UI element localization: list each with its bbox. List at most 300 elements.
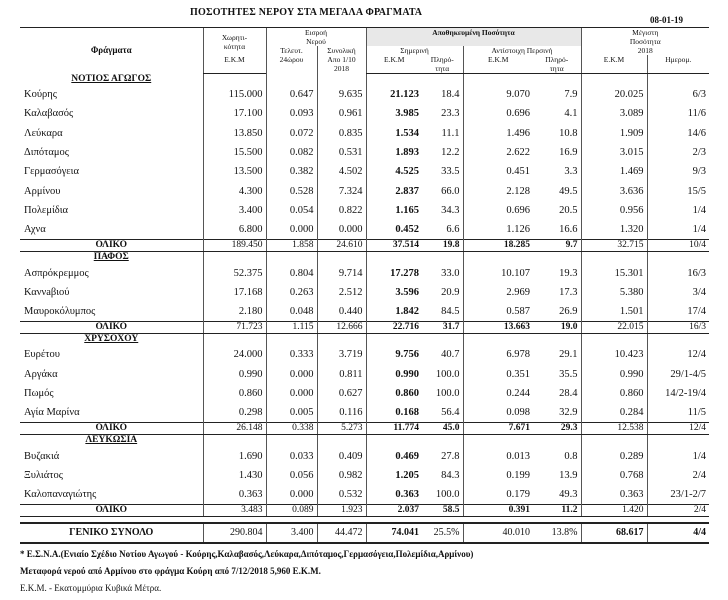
cell-max: 3.089 [581, 104, 647, 123]
col-last-year-header: Αντίστοιχη Περσινή [463, 46, 581, 55]
empty-cell [203, 435, 266, 447]
grand-in24: 3.400 [266, 523, 317, 543]
dam-name: Πολεμίδια [24, 204, 69, 216]
cell-tpct: 23.3 [441, 108, 460, 120]
cell-intot: 0.627 [317, 384, 366, 403]
col-inflow-header: Εισροή Νερού [266, 28, 366, 47]
total-today: 22.716 [366, 322, 422, 334]
cell-tpct: 84.5 [441, 306, 460, 318]
cell-tpct: 20.9 [441, 286, 460, 298]
cell-today: 1.534 [366, 124, 422, 143]
cell-lypct: 32.9 [559, 407, 578, 419]
cell-cap: 0.860 [203, 384, 266, 403]
empty-cell [203, 252, 266, 264]
cell-ly: 2.969 [463, 283, 533, 302]
cell-intot: 7.324 [317, 181, 366, 200]
cell-max: 0.768 [581, 466, 647, 485]
cell-mdate: 1/4 [647, 220, 709, 240]
cell-lypct: 19.3 [559, 267, 578, 279]
empty-cell [647, 334, 709, 346]
total-mdate: 2/4 [647, 505, 709, 517]
col-capacity-header: Χωρητι- κότητα [203, 28, 266, 56]
cell-ly: 0.179 [463, 485, 533, 505]
dam-name: Αργάκα [24, 368, 58, 380]
dam-name: Κούρης [24, 89, 57, 101]
cell-cap: 3.400 [203, 201, 266, 220]
cell-ly: 0.351 [463, 365, 533, 384]
cell-ly: 0.013 [463, 446, 533, 465]
page-title: ΠΟΣΟΤΗΤΕΣ ΝΕΡΟΥ ΣΤΑ ΜΕΓΑΛΑ ΦΡΑΓΜΑΤΑ [190, 7, 423, 18]
region-total-row [20, 423, 709, 435]
cell-lypct: 35.5 [559, 368, 578, 380]
cell-cap: 4.300 [203, 181, 266, 200]
cell-intot: 0.811 [317, 365, 366, 384]
total-tpct: 31.7 [422, 322, 463, 334]
cell-cap: 6.800 [203, 220, 266, 240]
empty-cell [317, 334, 366, 346]
cell-intot: 9.635 [317, 85, 366, 104]
cell-today: 3.596 [366, 283, 422, 302]
cell-in24: 0.647 [266, 85, 317, 104]
col-ly-fill: Πληρό- τητα [533, 55, 581, 74]
cell-cap: 115.000 [203, 85, 266, 104]
dam-name: Βυζακιά [24, 450, 60, 462]
cell-cap: 0.363 [203, 485, 266, 505]
cell-lypct: 17.3 [559, 286, 578, 298]
total-cap: 189.450 [203, 240, 266, 252]
cell-lypct: 0.8 [564, 450, 578, 462]
dam-name: Καννaβιού [24, 286, 70, 298]
total-lypct: 11.2 [533, 505, 581, 517]
total-label: ΟΛΙΚΟ [20, 240, 203, 252]
cell-today: 0.860 [366, 384, 422, 403]
cell-in24: 0.054 [266, 201, 317, 220]
total-max: 32.715 [581, 240, 647, 252]
unit-max: Ε.Κ.Μ [581, 55, 647, 74]
cell-in24: 0.005 [266, 403, 317, 423]
total-tpct: 19.8 [422, 240, 463, 252]
cell-cap: 1.430 [203, 466, 266, 485]
region-name: ΝΟΤΙΟΣ ΑΓΩΓΟΣ [71, 73, 152, 84]
cell-today: 0.990 [366, 365, 422, 384]
cell-ly: 0.451 [463, 162, 533, 181]
total-intot: 5.273 [317, 423, 366, 435]
unit-ly: Ε.Κ.Μ [463, 55, 533, 74]
total-tpct: 58.5 [422, 505, 463, 517]
cell-tpct: 40.7 [441, 349, 460, 361]
cell-intot: 0.116 [317, 403, 366, 423]
empty-cell [266, 334, 317, 346]
total-in24: 1.858 [266, 240, 317, 252]
cell-cap: 2.180 [203, 302, 266, 322]
total-today: 37.514 [366, 240, 422, 252]
dam-name: Αγία Μαρίνα [24, 407, 80, 419]
cell-lypct: 4.1 [564, 108, 578, 120]
cell-tpct: 6.6 [446, 224, 460, 236]
cell-max: 1.501 [581, 302, 647, 322]
empty-cell [533, 334, 581, 346]
empty-cell [581, 435, 647, 447]
cell-today: 17.278 [366, 263, 422, 282]
col-inflow-last-header: Τελευτ. 24ώρου [266, 46, 317, 74]
empty-cell [317, 74, 366, 86]
region-total-row [20, 240, 709, 252]
cell-cap: 13.850 [203, 124, 266, 143]
cell-today: 3.985 [366, 104, 422, 123]
cell-ly: 10.107 [463, 263, 533, 282]
cell-tpct: 33.0 [441, 267, 460, 279]
grand-tpct: 25.5% [422, 523, 463, 543]
empty-cell [463, 74, 533, 86]
dam-name: Λεύκαρα [24, 127, 63, 139]
cell-max: 20.025 [581, 85, 647, 104]
region-header-row [20, 252, 709, 264]
empty-cell [266, 74, 317, 86]
cell-tpct: 33.5 [441, 166, 460, 178]
empty-cell [266, 252, 317, 264]
total-in24: 1.115 [266, 322, 317, 334]
cell-lypct: 26.9 [559, 306, 578, 318]
empty-cell [647, 74, 709, 86]
cell-ly: 2.128 [463, 181, 533, 200]
total-label: ΟΛΙΚΟ [20, 423, 203, 435]
dam-name: Αχνα [24, 224, 46, 236]
total-intot: 12.666 [317, 322, 366, 334]
dam-name: Ασπρόκρεμμος [24, 267, 89, 279]
cell-tpct: 27.8 [441, 450, 460, 462]
cell-in24: 0.033 [266, 446, 317, 465]
total-tpct: 45.0 [422, 423, 463, 435]
cell-today: 9.756 [366, 345, 422, 364]
cell-today: 0.363 [366, 485, 422, 505]
cell-cap: 17.168 [203, 283, 266, 302]
total-label: ΟΛΙΚΟ [20, 505, 203, 517]
cell-lypct: 49.5 [559, 185, 578, 197]
table-row [20, 201, 709, 220]
total-in24: 0.089 [266, 505, 317, 517]
cell-in24: 0.056 [266, 466, 317, 485]
cell-lypct: 49.3 [559, 489, 578, 501]
dam-name: Μαυροκόλυμπος [24, 306, 96, 318]
cell-tpct: 100.0 [435, 489, 460, 501]
total-cap: 26.148 [203, 423, 266, 435]
total-lypct: 19.0 [533, 322, 581, 334]
total-mdate: 10/4 [647, 240, 709, 252]
cell-mdate: 1/4 [647, 446, 709, 465]
empty-cell [647, 252, 709, 264]
cell-mdate: 17/4 [647, 302, 709, 322]
cell-tpct: 84.3 [441, 469, 460, 481]
cell-mdate: 2/4 [647, 466, 709, 485]
region-name: ΧΡΥΣΟΧΟΥ [84, 334, 139, 345]
total-ly: 18.285 [463, 240, 533, 252]
empty-cell [463, 435, 533, 447]
grand-intot: 44.472 [317, 523, 366, 543]
cell-intot: 0.982 [317, 466, 366, 485]
cell-in24: 0.000 [266, 384, 317, 403]
cell-lypct: 16.9 [559, 147, 578, 159]
unit-today: Ε.Κ.Μ [366, 55, 422, 74]
grand-total-label: ΓΕΝΙΚΟ ΣΥΝΟΛΟ [20, 523, 203, 543]
dam-name: Διπόταμος [24, 147, 69, 159]
region-header-row [20, 74, 709, 86]
col-today-header: Σημερινή [366, 46, 463, 55]
cell-cap: 0.298 [203, 403, 266, 423]
cell-in24: 0.093 [266, 104, 317, 123]
cell-today: 21.123 [366, 85, 422, 104]
empty-cell [647, 435, 709, 447]
cell-mdate: 11/6 [647, 104, 709, 123]
cell-ly: 1.126 [463, 220, 533, 240]
col-dams-header: Φράγματα [20, 28, 203, 74]
cell-lypct: 28.4 [559, 388, 578, 399]
cell-intot: 2.512 [317, 283, 366, 302]
dam-name: Ευρέτου [24, 349, 60, 361]
report-date: 08-01-19 [650, 15, 683, 25]
cell-ly: 0.199 [463, 466, 533, 485]
cell-max: 3.015 [581, 143, 647, 162]
table-row [20, 446, 709, 465]
cell-tpct: 100.0 [435, 388, 460, 399]
table-row [20, 263, 709, 282]
empty-cell [317, 435, 366, 447]
cell-tpct: 56.4 [441, 407, 460, 419]
cell-max: 10.423 [581, 345, 647, 364]
unit-date: Ημερομ. [647, 55, 709, 74]
empty-cell [422, 435, 463, 447]
empty-cell [581, 334, 647, 346]
total-max: 22.015 [581, 322, 647, 334]
cell-in24: 0.072 [266, 124, 317, 143]
cell-lypct: 16.6 [559, 224, 578, 236]
cell-intot: 0.532 [317, 485, 366, 505]
cell-in24: 0.000 [266, 485, 317, 505]
empty-cell [366, 334, 422, 346]
dam-table [20, 27, 709, 544]
empty-cell [203, 74, 266, 86]
region-name: ΠΑΦΟΣ [93, 252, 129, 263]
cell-mdate: 11/5 [647, 403, 709, 423]
cell-today: 1.165 [366, 201, 422, 220]
cell-ly: 1.496 [463, 124, 533, 143]
cell-tpct: 34.3 [441, 204, 460, 216]
cell-mdate: 12/4 [647, 345, 709, 364]
cell-in24: 0.333 [266, 345, 317, 364]
cell-intot: 0.409 [317, 446, 366, 465]
cell-cap: 1.690 [203, 446, 266, 465]
cell-lypct: 3.3 [564, 166, 578, 178]
cell-today: 0.452 [366, 220, 422, 240]
cell-max: 1.320 [581, 220, 647, 240]
total-label: ΟΛΙΚΟ [20, 322, 203, 334]
cell-cap: 13.500 [203, 162, 266, 181]
table-row [20, 283, 709, 302]
cell-tpct: 100.0 [435, 368, 460, 380]
empty-cell [266, 435, 317, 447]
cell-intot: 0.961 [317, 104, 366, 123]
grand-max: 68.617 [581, 523, 647, 543]
cell-mdate: 23/1-2/7 [647, 485, 709, 505]
table-row [20, 403, 709, 423]
total-mdate: 16/3 [647, 322, 709, 334]
cell-tpct: 11.1 [441, 127, 460, 139]
grand-total-row [20, 523, 709, 543]
cell-ly: 0.696 [463, 201, 533, 220]
cell-max: 1.909 [581, 124, 647, 143]
empty-cell [533, 252, 581, 264]
cell-in24: 0.382 [266, 162, 317, 181]
cell-in24: 0.048 [266, 302, 317, 322]
cell-ly: 0.696 [463, 104, 533, 123]
cell-intot: 9.714 [317, 263, 366, 282]
table-row [20, 365, 709, 384]
cell-lypct: 29.1 [559, 349, 578, 361]
cell-intot: 3.719 [317, 345, 366, 364]
cell-mdate: 2/3 [647, 143, 709, 162]
dam-table-body [20, 74, 709, 544]
table-row [20, 302, 709, 322]
cell-max: 0.956 [581, 201, 647, 220]
cell-in24: 0.000 [266, 365, 317, 384]
cell-mdate: 3/4 [647, 283, 709, 302]
total-today: 11.774 [366, 423, 422, 435]
cell-today: 1.893 [366, 143, 422, 162]
dam-name: Καλοπαναγιώτης [24, 489, 97, 501]
cell-mdate: 15/5 [647, 181, 709, 200]
empty-cell [366, 74, 422, 86]
cell-tpct: 66.0 [441, 185, 460, 197]
table-row [20, 181, 709, 200]
total-max: 12.538 [581, 423, 647, 435]
cell-mdate: 14/6 [647, 124, 709, 143]
region-total-row [20, 322, 709, 334]
cell-today: 1.842 [366, 302, 422, 322]
grand-ly: 40.010 [463, 523, 533, 543]
table-row [20, 85, 709, 104]
empty-cell [422, 334, 463, 346]
region-header-row [20, 334, 709, 346]
col-max-header: Μέγιστη Ποσότητα [581, 28, 709, 47]
empty-cell [317, 252, 366, 264]
cell-today: 4.525 [366, 162, 422, 181]
empty-cell [463, 252, 533, 264]
cell-lypct: 20.5 [559, 204, 578, 216]
total-intot: 1.923 [317, 505, 366, 517]
cell-max: 1.469 [581, 162, 647, 181]
empty-cell [422, 252, 463, 264]
cell-lypct: 10.8 [559, 127, 578, 139]
total-ly: 13.663 [463, 322, 533, 334]
total-mdate: 12/4 [647, 423, 709, 435]
cell-cap: 0.990 [203, 365, 266, 384]
cell-intot: 0.531 [317, 143, 366, 162]
cell-lypct: 13.9 [559, 469, 578, 481]
grand-mdate: 4/4 [647, 523, 709, 543]
empty-cell [533, 74, 581, 86]
cell-today: 0.469 [366, 446, 422, 465]
footnote-esna: * Ε.Σ.Ν.Α.(Ενιαίο Σχέδιο Νοτίου Αγωγού - Κούρης,Καλαβασός,Λεύκαρα,Διπόταμος,Γερμασόγεια,Πολεμίδια,Αρμίνου) [20, 549, 474, 559]
dam-name: Ξυλιάτος [24, 469, 63, 481]
cell-intot: 4.502 [317, 162, 366, 181]
empty-cell [203, 334, 266, 346]
total-lypct: 9.7 [533, 240, 581, 252]
cell-ly: 0.098 [463, 403, 533, 423]
col-storage-header: Αποθηκευμένη Ποσότητα [366, 28, 581, 47]
cell-in24: 0.528 [266, 181, 317, 200]
dam-name: Γερμασόγεια [24, 166, 79, 178]
cell-ly: 2.622 [463, 143, 533, 162]
empty-cell [366, 252, 422, 264]
cell-cap: 24.000 [203, 345, 266, 364]
table-row [20, 345, 709, 364]
cell-today: 2.837 [366, 181, 422, 200]
col-max-year-header: 2018 [581, 46, 709, 55]
cell-in24: 0.804 [266, 263, 317, 282]
cell-tpct: 12.2 [441, 147, 460, 159]
table-row [20, 143, 709, 162]
col-today-fill: Πληρό- τητα [422, 55, 463, 74]
cell-in24: 0.082 [266, 143, 317, 162]
table-row [20, 104, 709, 123]
footnote-units: Ε.Κ.Μ. - Εκατομμύρια Κυβικά Μέτρα. [20, 583, 162, 593]
empty-cell [366, 435, 422, 447]
total-lypct: 29.3 [533, 423, 581, 435]
cell-mdate: 29/1-4/5 [647, 365, 709, 384]
cell-cap: 15.500 [203, 143, 266, 162]
total-intot: 24.610 [317, 240, 366, 252]
empty-cell [422, 74, 463, 86]
table-row [20, 162, 709, 181]
cell-today: 0.168 [366, 403, 422, 423]
cell-mdate: 14/2-19/4 [647, 384, 709, 403]
cell-mdate: 9/3 [647, 162, 709, 181]
region-name: ΛΕΥΚΩΣΙΑ [85, 435, 138, 446]
cell-cap: 17.100 [203, 104, 266, 123]
table-row [20, 124, 709, 143]
table-row [20, 466, 709, 485]
cell-max: 0.860 [581, 384, 647, 403]
cell-cap: 52.375 [203, 263, 266, 282]
total-max: 1.420 [581, 505, 647, 517]
empty-cell [581, 252, 647, 264]
footnote-transfer: Μεταφορά νερού από Αρμίνου στο φράγμα Κούρη από 7/12/2018 5,960 Ε.Κ.Μ. [20, 566, 321, 576]
cell-mdate: 16/3 [647, 263, 709, 282]
col-inflow-total-header: Συνολική Απο 1/10 2018 [317, 46, 366, 74]
cell-ly: 0.587 [463, 302, 533, 322]
grand-lypct: 13.8% [533, 523, 581, 543]
cell-intot: 0.440 [317, 302, 366, 322]
cell-lypct: 7.9 [564, 89, 578, 101]
grand-cap: 290.804 [203, 523, 266, 543]
region-total-row [20, 505, 709, 517]
dam-name: Αρμίνου [24, 185, 61, 197]
cell-mdate: 6/3 [647, 85, 709, 104]
table-row [20, 220, 709, 240]
cell-max: 0.289 [581, 446, 647, 465]
cell-max: 0.284 [581, 403, 647, 423]
table-row [20, 384, 709, 403]
cell-ly: 6.978 [463, 345, 533, 364]
total-cap: 71.723 [203, 322, 266, 334]
total-in24: 0.338 [266, 423, 317, 435]
region-header-row [20, 435, 709, 447]
cell-in24: 0.263 [266, 283, 317, 302]
total-ly: 7.671 [463, 423, 533, 435]
cell-ly: 0.244 [463, 384, 533, 403]
dam-name: Καλαβασός [24, 108, 74, 120]
cell-mdate: 1/4 [647, 201, 709, 220]
cell-max: 5.380 [581, 283, 647, 302]
